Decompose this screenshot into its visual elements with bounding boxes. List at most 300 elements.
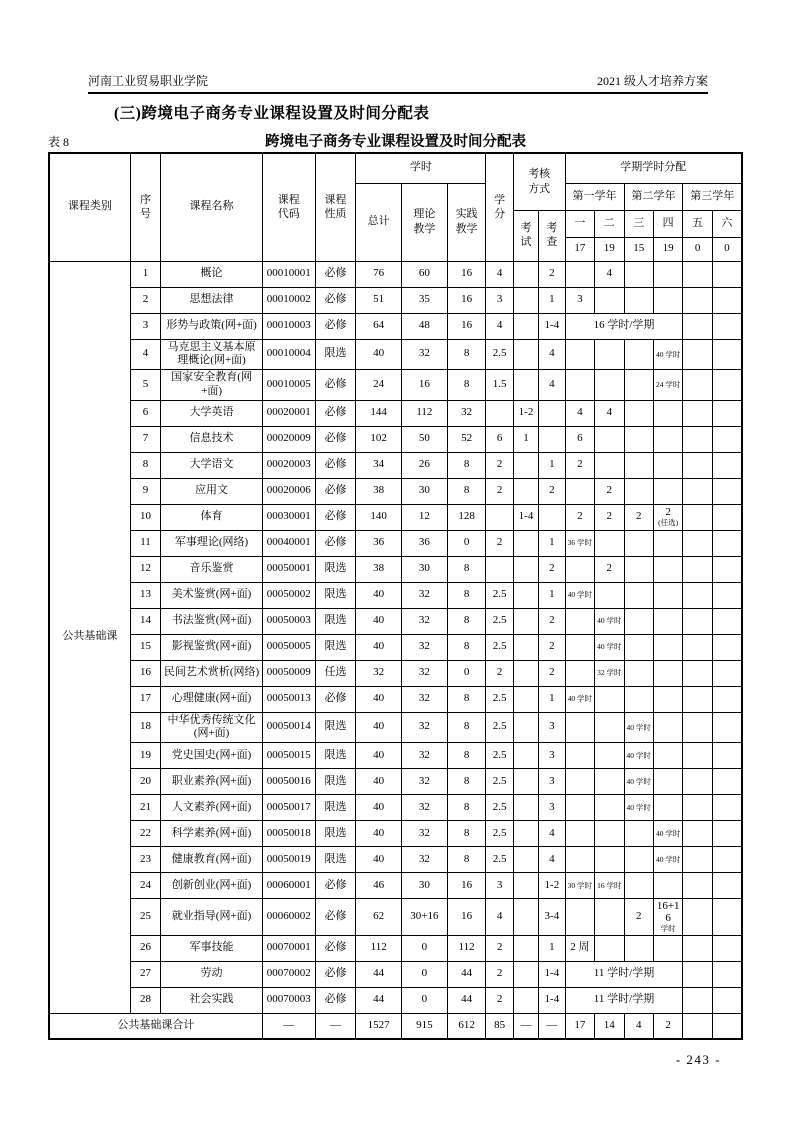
sem-cell (624, 847, 653, 873)
sem-cell (565, 608, 594, 634)
check-semester: 1-4 (539, 313, 565, 339)
check-semester: 1-4 (539, 961, 565, 987)
course-code: 00010002 (262, 287, 315, 313)
sem-cell (565, 478, 594, 504)
header-nature (315, 153, 356, 261)
course-nature: 任选 (315, 660, 356, 686)
header-year2: 第二学年 (624, 183, 683, 210)
sem-cell (712, 873, 742, 899)
sem-cell (595, 426, 624, 452)
course-nature: 必修 (315, 313, 356, 339)
sem-cell (683, 452, 712, 478)
row-number: 13 (130, 582, 160, 608)
sem-cell (712, 261, 742, 287)
table-row (49, 899, 742, 936)
sem-cell (595, 582, 624, 608)
header-year1: 第一学年 (565, 183, 624, 210)
row-number: 4 (130, 339, 160, 370)
table-row (49, 660, 742, 686)
row-number: 26 (130, 935, 160, 961)
sem-cell (624, 821, 653, 847)
sem-cell (653, 452, 682, 478)
sem-cell (712, 608, 742, 634)
sem-cell (683, 660, 712, 686)
hours-practice: 8 (447, 478, 486, 504)
course-code: 00010001 (262, 261, 315, 287)
sem-cell (712, 634, 742, 660)
hours-theory: 32 (402, 608, 448, 634)
sem-value: 30 学时 (567, 880, 592, 890)
hours-theory: 32 (402, 660, 448, 686)
table-caption (48, 130, 743, 150)
sem-cell (653, 287, 682, 313)
sem-cell: 2 (565, 452, 594, 478)
table-title: 跨境电子商务专业课程设置及时间分配表 (265, 134, 526, 150)
header-sem-2: 二 (595, 210, 624, 237)
row-number: 5 (130, 370, 160, 401)
hours-theory: 35 (402, 287, 448, 313)
course-name: 大学语文 (161, 452, 263, 478)
sem-cell (624, 287, 653, 313)
credit-value: 1.5 (486, 370, 513, 401)
course-name: 马克思主义基本原理概论(网+面) (161, 339, 263, 370)
sem-cell (624, 556, 653, 582)
course-schedule-table (48, 152, 743, 1040)
sem-value: 40 学时 (597, 642, 622, 652)
hours-practice: 8 (447, 634, 486, 660)
course-code: 00050001 (262, 556, 315, 582)
sem-cell (595, 873, 624, 899)
hours-theory: 36 (402, 530, 448, 556)
header-no (130, 153, 160, 261)
total-sem-cell (712, 1013, 742, 1039)
header-sem-dist: 学期学时分配 (565, 153, 742, 183)
course-name: 大学英语 (161, 400, 263, 426)
exam-semester (513, 712, 538, 743)
sem-cell (653, 873, 682, 899)
sem-cell: 6 (565, 426, 594, 452)
table-row (49, 987, 742, 1013)
hours-total: 40 (356, 795, 402, 821)
hours-theory: 26 (402, 452, 448, 478)
sem-value: 16 学时 (597, 880, 622, 890)
check-semester: 2 (539, 634, 565, 660)
sem-cell (624, 769, 653, 795)
sem-cell (712, 899, 742, 936)
sem-value: 40 学时 (626, 722, 651, 732)
hours-practice: 8 (447, 556, 486, 582)
sem-value: 40 学时 (567, 590, 592, 600)
sem-cell (653, 847, 682, 873)
course-name: 思想法律 (161, 287, 263, 313)
sem-cell (712, 743, 742, 769)
check-semester: 3 (539, 712, 565, 743)
exam-semester (513, 821, 538, 847)
header-category: 课程类别 (49, 153, 130, 261)
sem-cell (683, 935, 712, 961)
sem-subnote: 学时 (660, 924, 676, 934)
sem-cell (712, 712, 742, 743)
plan-label: 2021 级人才培养方案 (596, 74, 708, 88)
header-sem-5: 五 (683, 210, 712, 237)
hours-theory: 48 (402, 313, 448, 339)
hours-total: 40 (356, 847, 402, 873)
course-code: 00050009 (262, 660, 315, 686)
sem-cell (624, 712, 653, 743)
hours-total: 44 (356, 961, 402, 987)
course-name: 军事技能 (161, 935, 263, 961)
course-code: 00020001 (262, 400, 315, 426)
hours-practice: 16 (447, 899, 486, 936)
table-row (49, 261, 742, 287)
check-semester: 4 (539, 847, 565, 873)
credit-value: 2 (486, 987, 513, 1013)
check-semester: 2 (539, 478, 565, 504)
hours-practice: 16 (447, 261, 486, 287)
sem-cell (624, 530, 653, 556)
course-code: 00050014 (262, 712, 315, 743)
sem-value: 16+16 (656, 900, 680, 925)
sem-cell (565, 634, 594, 660)
total-hours: 1527 (356, 1013, 402, 1039)
header-weeks-3: 15 (624, 237, 653, 261)
hours-practice: 8 (447, 686, 486, 712)
hours-theory: 30+16 (402, 899, 448, 936)
sem-cell (565, 821, 594, 847)
check-semester: 4 (539, 821, 565, 847)
exam-semester (513, 339, 538, 370)
hours-practice: 8 (447, 847, 486, 873)
row-number: 14 (130, 608, 160, 634)
credit-value: 6 (486, 426, 513, 452)
hours-theory: 30 (402, 478, 448, 504)
hours-practice: 8 (447, 370, 486, 401)
credit-value: 2.5 (486, 821, 513, 847)
hours-practice: 8 (447, 712, 486, 743)
hours-total: 46 (356, 873, 402, 899)
hours-practice: 8 (447, 769, 486, 795)
credit-value (486, 556, 513, 582)
course-name: 中华优秀传统文化(网+面) (161, 712, 263, 743)
row-number: 8 (130, 452, 160, 478)
exam-semester (513, 608, 538, 634)
sem-cell (653, 686, 682, 712)
credit-value: 2.5 (486, 743, 513, 769)
hours-total: 102 (356, 426, 402, 452)
table-row (49, 400, 742, 426)
exam-semester: 1-4 (513, 504, 538, 530)
sem-cell: 2 (595, 478, 624, 504)
sem-cell: 4 (565, 400, 594, 426)
header-name: 课程名称 (161, 153, 263, 261)
sem-cell (565, 686, 594, 712)
sem-cell (653, 660, 682, 686)
sem-merged-cell: 16 学时/学期 (565, 313, 683, 339)
sem-cell (653, 556, 682, 582)
sem-cell (712, 961, 742, 987)
sem-cell (683, 769, 712, 795)
sem-cell (712, 821, 742, 847)
sem-cell (683, 686, 712, 712)
course-code: 00010003 (262, 313, 315, 339)
hours-theory: 32 (402, 743, 448, 769)
sem-cell: 4 (595, 261, 624, 287)
hours-total: 36 (356, 530, 402, 556)
hours-theory: 32 (402, 847, 448, 873)
hours-theory: 0 (402, 935, 448, 961)
check-semester: 1 (539, 935, 565, 961)
course-code: 00070003 (262, 987, 315, 1013)
course-code: 00020003 (262, 452, 315, 478)
exam-semester (513, 987, 538, 1013)
total-code: — (262, 1013, 315, 1039)
course-name: 劳动 (161, 961, 263, 987)
sem-cell (595, 634, 624, 660)
sem-value: 32 学时 (597, 668, 622, 678)
sem-cell (595, 795, 624, 821)
hours-theory: 30 (402, 556, 448, 582)
row-number: 23 (130, 847, 160, 873)
hours-total: 62 (356, 899, 402, 936)
row-number: 27 (130, 961, 160, 987)
hours-practice: 44 (447, 987, 486, 1013)
row-number: 10 (130, 504, 160, 530)
check-semester: 3-4 (539, 899, 565, 936)
sem-cell: 2 (624, 504, 653, 530)
sem-cell (595, 370, 624, 401)
sem-cell (712, 660, 742, 686)
credit-value: 2 (486, 935, 513, 961)
sem-cell (595, 686, 624, 712)
hours-practice: 0 (447, 660, 486, 686)
credit-value (486, 400, 513, 426)
total-credit: 85 (486, 1013, 513, 1039)
sem-cell (565, 339, 594, 370)
course-name: 职业素养(网+面) (161, 769, 263, 795)
sem-cell (712, 935, 742, 961)
hours-theory: 32 (402, 821, 448, 847)
total-theory: 915 (402, 1013, 448, 1039)
sem-cell (565, 556, 594, 582)
course-nature: 限选 (315, 769, 356, 795)
total-sem-cell (683, 1013, 712, 1039)
course-nature: 必修 (315, 452, 356, 478)
sem-cell (624, 370, 653, 401)
exam-semester (513, 261, 538, 287)
header-credit-label: 学分 (494, 193, 506, 221)
header-credit (486, 153, 513, 261)
sem-cell (653, 821, 682, 847)
sem-cell (683, 634, 712, 660)
credit-value: 2.5 (486, 712, 513, 743)
sem-cell (624, 686, 653, 712)
hours-total: 76 (356, 261, 402, 287)
sem-cell (712, 686, 742, 712)
course-name: 民间艺术赏析(网络) (161, 660, 263, 686)
sem-cell (565, 261, 594, 287)
row-number: 15 (130, 634, 160, 660)
hours-practice: 8 (447, 795, 486, 821)
exam-semester (513, 556, 538, 582)
hours-total: 40 (356, 769, 402, 795)
sem-value: 24 学时 (655, 380, 681, 390)
hours-theory: 32 (402, 686, 448, 712)
hours-practice: 16 (447, 287, 486, 313)
hours-practice: 44 (447, 961, 486, 987)
sem-value: 40 学时 (626, 776, 651, 786)
header-theory-label: 理论教学 (413, 208, 436, 235)
exam-semester (513, 935, 538, 961)
sem-cell (653, 608, 682, 634)
course-code: 00010004 (262, 339, 315, 370)
hours-theory: 112 (402, 400, 448, 426)
row-number: 19 (130, 743, 160, 769)
row-number: 9 (130, 478, 160, 504)
check-semester (539, 400, 565, 426)
hours-theory: 32 (402, 634, 448, 660)
course-code: 00070001 (262, 935, 315, 961)
sem-value: 40 学时 (597, 616, 622, 626)
row-number: 28 (130, 987, 160, 1013)
credit-value: 4 (486, 261, 513, 287)
sem-cell (683, 873, 712, 899)
sem-cell (653, 339, 682, 370)
credit-value: 4 (486, 313, 513, 339)
course-name: 应用文 (161, 478, 263, 504)
table-row (49, 530, 742, 556)
sem-cell (712, 400, 742, 426)
sem-cell (712, 769, 742, 795)
header-year3: 第三学年 (683, 183, 742, 210)
sem-cell (653, 504, 682, 530)
header-sem-3: 三 (624, 210, 653, 237)
check-semester: 4 (539, 370, 565, 401)
course-name: 音乐鉴赏 (161, 556, 263, 582)
hours-theory: 32 (402, 769, 448, 795)
exam-semester (513, 634, 538, 660)
exam-semester (513, 961, 538, 987)
sem-value: 40 学时 (626, 750, 651, 760)
hours-total: 40 (356, 712, 402, 743)
sem-cell (683, 712, 712, 743)
sem-cell (653, 530, 682, 556)
exam-semester (513, 686, 538, 712)
course-name: 国家安全教育(网+面) (161, 370, 263, 401)
hours-total: 24 (356, 370, 402, 401)
sem-cell: 4 (595, 400, 624, 426)
hours-theory: 32 (402, 339, 448, 370)
sem-cell (683, 743, 712, 769)
sem-cell (624, 634, 653, 660)
hours-total: 38 (356, 556, 402, 582)
sem-cell (683, 987, 712, 1013)
sem-cell (653, 935, 682, 961)
sem-cell (683, 313, 712, 339)
sem-cell: 2 (595, 556, 624, 582)
check-semester: 3 (539, 795, 565, 821)
course-nature: 限选 (315, 847, 356, 873)
exam-semester (513, 313, 538, 339)
sem-cell (624, 452, 653, 478)
hours-practice: 8 (447, 339, 486, 370)
sem-cell (683, 370, 712, 401)
exam-semester (513, 370, 538, 401)
table-number-label: 表 8 (48, 135, 70, 149)
course-nature: 限选 (315, 608, 356, 634)
row-number: 16 (130, 660, 160, 686)
exam-semester (513, 530, 538, 556)
row-number: 2 (130, 287, 160, 313)
credit-value (486, 504, 513, 530)
course-code: 00050003 (262, 608, 315, 634)
exam-semester (513, 899, 538, 936)
course-name: 心理健康(网+面) (161, 686, 263, 712)
row-number: 11 (130, 530, 160, 556)
table-row (49, 961, 742, 987)
course-name: 体育 (161, 504, 263, 530)
hours-theory: 0 (402, 987, 448, 1013)
course-name: 健康教育(网+面) (161, 847, 263, 873)
course-code: 00020009 (262, 426, 315, 452)
exam-semester (513, 660, 538, 686)
course-nature: 限选 (315, 556, 356, 582)
course-code: 00050013 (262, 686, 315, 712)
header-exam (513, 210, 538, 261)
sem-cell (624, 743, 653, 769)
row-number: 20 (130, 769, 160, 795)
sem-cell (565, 370, 594, 401)
total-label: 公共基础课合计 (49, 1013, 262, 1039)
sem-subnote: (任选) (658, 518, 679, 528)
sem-cell (712, 556, 742, 582)
table-row (49, 339, 742, 370)
course-name: 社会实践 (161, 987, 263, 1013)
header-hours-practice (447, 183, 486, 261)
header-sem-1: 一 (565, 210, 594, 237)
category-cell: 公共基础课 (49, 261, 130, 1013)
course-name: 信息技术 (161, 426, 263, 452)
check-semester: 1 (539, 686, 565, 712)
credit-value: 4 (486, 899, 513, 936)
sem-cell (624, 339, 653, 370)
course-nature: 必修 (315, 530, 356, 556)
sem-cell (624, 400, 653, 426)
sem-cell (595, 847, 624, 873)
sem-merged-cell: 11 学时/学期 (565, 961, 683, 987)
course-name: 美术鉴赏(网+面) (161, 582, 263, 608)
credit-value: 2.5 (486, 686, 513, 712)
sem-cell (683, 261, 712, 287)
hours-theory: 32 (402, 712, 448, 743)
row-number: 7 (130, 426, 160, 452)
header-assess-label: 考核方式 (528, 168, 551, 195)
running-header (88, 72, 708, 94)
hours-total: 32 (356, 660, 402, 686)
course-code: 00050002 (262, 582, 315, 608)
sem-cell (653, 769, 682, 795)
exam-semester: 1 (513, 426, 538, 452)
row-number: 3 (130, 313, 160, 339)
header-sem-4: 四 (653, 210, 682, 237)
sem-cell (683, 339, 712, 370)
credit-value: 2 (486, 452, 513, 478)
table-row (49, 287, 742, 313)
course-name: 书法鉴赏(网+面) (161, 608, 263, 634)
course-code: 00010005 (262, 370, 315, 401)
hours-theory: 50 (402, 426, 448, 452)
total-nature: — (315, 1013, 356, 1039)
exam-semester (513, 847, 538, 873)
